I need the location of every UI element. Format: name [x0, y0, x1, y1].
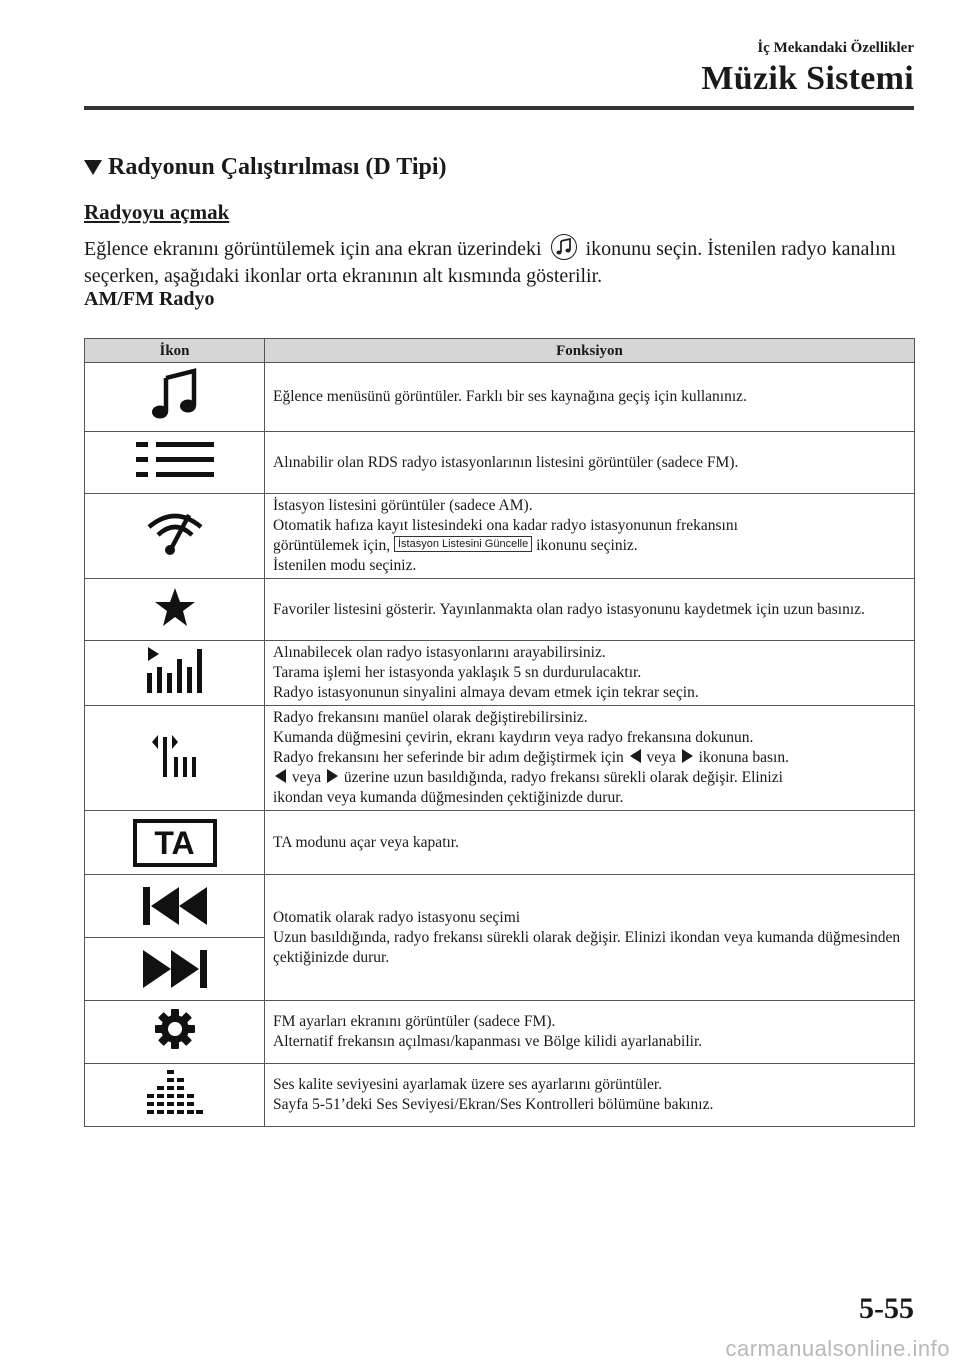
header-icon: İkon — [85, 339, 265, 363]
table-row — [85, 641, 915, 706]
function-text: ikondan veya kumanda düğmesinden çektiğinizde durur. — [273, 789, 624, 806]
header-title: Müzik Sistemi — [701, 60, 914, 97]
icon-cell — [85, 706, 265, 811]
function-text: Ses kalite seviyesini ayarlamak üzere ses ayarlarını görüntüler. — [273, 1076, 663, 1093]
function-text: Uzun basıldığında, radyo frekansı sürekli olarak değişir. Elinizi ikondan veya kumanda düğmesinden çektiğinizde durur. — [273, 928, 901, 966]
triangle-down-icon — [84, 160, 102, 175]
tune-icon — [150, 733, 200, 777]
table-row — [85, 579, 915, 641]
section-title — [84, 154, 447, 181]
gear-icon — [155, 1009, 195, 1049]
function-text — [273, 748, 906, 768]
subsection-title: Radyoyu açmak — [84, 200, 230, 224]
function-cell — [265, 875, 915, 1001]
intro-after-icon: ikonunu seçin. İstenilen radyo kanalını seçerken, aşağıdaki ikonlar orta ekranının alt kısmında gösterilir. — [84, 238, 897, 287]
function-cell — [265, 706, 915, 811]
table-row — [85, 875, 915, 1001]
icon-cell — [85, 1064, 265, 1127]
function-cell — [265, 494, 915, 579]
icon-cell — [85, 432, 265, 494]
skip-forward-icon — [143, 950, 207, 988]
page-number: 5-55 — [859, 1292, 914, 1325]
tag-before: görüntülemek için, — [273, 537, 391, 554]
function-text: Otomatik olarak radyo istasyonu seçimi — [273, 908, 521, 926]
function-text: İstenilen modu seçiniz. — [273, 557, 417, 574]
function-text: Alınabilecek olan radyo istasyonlarını arayabilirsiniz. — [273, 644, 606, 661]
function-text: Radyo frekansını manüel olarak değiştirebilirsiniz. — [273, 709, 588, 726]
function-cell — [265, 641, 915, 706]
list-icon — [136, 440, 214, 480]
tri-line-a-before: Radyo frekansını her seferinde bir adım değiştirmek için — [273, 749, 624, 766]
music-note-icon — [551, 234, 577, 260]
icon-cell — [85, 811, 265, 875]
antenna-icon — [145, 509, 205, 557]
watermark: carmanualsonline.info — [725, 1336, 950, 1361]
header-function: Fonksiyon — [265, 339, 915, 363]
function-cell — [265, 363, 915, 432]
function-cell — [265, 811, 915, 875]
icon-cell — [85, 363, 265, 432]
triangle-left-icon — [275, 769, 286, 783]
triangle-left-icon — [630, 749, 641, 763]
table-row — [85, 432, 915, 494]
icon-cell — [85, 579, 265, 641]
function-text: Sayfa 5-51’deki Ses Seviyesi/Ekran/Ses Kontrolleri bölümüne bakınız. — [273, 1096, 714, 1113]
icon-table — [84, 338, 915, 1127]
tri-line-b-after: üzerine uzun basıldığında, radyo frekansı sürekli olarak değişir. Elinizi — [343, 769, 783, 786]
ta-icon: TA — [133, 819, 217, 867]
function-text: Otomatik hafıza kayıt listesindeki ona kadar radyo istasyonunun frekansını — [273, 517, 738, 534]
intro-before-icon: Eğlence ekranını görüntülemek için ana ekran üzerindeki — [84, 238, 542, 260]
function-text: İstasyon listesini görüntüler (sadece AM). — [273, 497, 533, 514]
function-text: Alternatif frekansın açılması/kapanması ve Bölge kilidi ayarlanabilir. — [273, 1033, 703, 1050]
function-text: Tarama işlemi her istasyonda yaklaşık 5 sn durdurulacaktır. — [273, 664, 642, 681]
function-text: TA modunu açar veya kapatır. — [273, 833, 459, 851]
icon-cell — [85, 1001, 265, 1064]
function-cell — [265, 1064, 915, 1127]
update-station-list-button: İstasyon Listesini Güncelle — [394, 536, 532, 552]
function-cell — [265, 579, 915, 641]
table-row — [85, 1001, 915, 1064]
mode-label: AM/FM Radyo — [84, 288, 215, 310]
triangle-right-icon — [327, 769, 338, 783]
function-text: Radyo istasyonunun sinyalini almaya devam etmek için tekrar seçin. — [273, 684, 699, 701]
skip-back-icon — [143, 887, 207, 925]
icon-cell — [85, 875, 265, 1001]
music-note-icon — [150, 368, 200, 420]
seek-back-cell — [85, 875, 264, 938]
icon-cell — [85, 641, 265, 706]
tri-line-b-mid: veya — [291, 769, 322, 786]
seek-forward-cell — [85, 938, 264, 1000]
table-row — [85, 706, 915, 811]
triangle-right-icon — [682, 749, 693, 763]
function-cell — [265, 1001, 915, 1064]
tag-after: ikonunu seçiniz. — [536, 537, 638, 554]
scan-icon — [145, 645, 205, 695]
function-text: FM ayarları ekranını görüntüler (sadece FM). — [273, 1013, 556, 1030]
tri-line-a-mid: veya — [646, 749, 676, 766]
icon-cell — [85, 494, 265, 579]
function-text: Favoriler listesini gösterir. Yayınlanmakta olan radyo istasyonunu kaydetmek için uzun basınız. — [273, 600, 865, 618]
table-row — [85, 1064, 915, 1127]
function-text: Kumanda düğmesini çevirin, ekranı kaydırın veya radyo frekansına dokunun. — [273, 729, 754, 746]
function-cell — [265, 432, 915, 494]
equalizer-icon — [147, 1068, 203, 1116]
header-category: İç Mekandaki Özellikler — [757, 40, 914, 56]
tri-line-a-after: ikonuna basın. — [698, 749, 789, 766]
function-text: Alınabilir olan RDS radyo istasyonlarının listesini görüntüler (sadece FM). — [273, 453, 739, 471]
star-icon — [155, 588, 195, 626]
table-row — [85, 363, 915, 432]
function-text — [273, 768, 906, 788]
table-row — [85, 494, 915, 579]
table-row — [85, 811, 915, 875]
header-rule — [84, 106, 914, 110]
table-header-row — [85, 339, 915, 363]
section-title-text: Radyonun Çalıştırılması (D Tipi) — [108, 154, 447, 180]
intro-paragraph — [84, 234, 914, 290]
function-text — [273, 536, 906, 556]
function-text: Eğlence menüsünü görüntüler. Farklı bir ses kaynağına geçiş için kullanınız. — [273, 388, 747, 405]
